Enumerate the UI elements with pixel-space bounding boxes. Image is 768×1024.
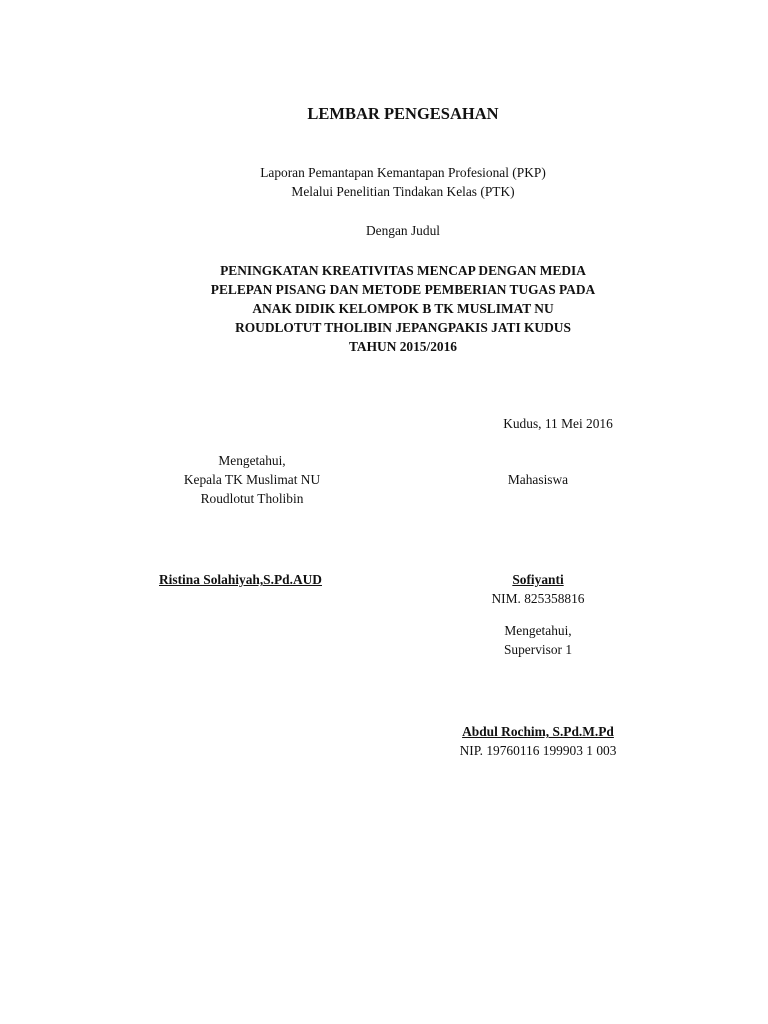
student-label: Mahasiswa xyxy=(507,472,569,487)
page-title: LEMBAR PENGESAHAN xyxy=(307,104,499,123)
report-title-line: TAHUN 2015/2016 xyxy=(349,339,457,354)
report-title-line: ANAK DIDIK KELOMPOK B TK MUSLIMAT NU xyxy=(252,301,554,316)
judul-label: Dengan Judul xyxy=(365,223,440,238)
student-name: Sofiyanti xyxy=(512,572,564,587)
approval-line: Roudlotut Tholibin xyxy=(200,491,304,506)
report-title-line: PENINGKATAN KREATIVITAS MENCAP DENGAN MEDIA xyxy=(220,263,586,278)
approval-line: Supervisor 1 xyxy=(503,642,573,657)
report-title-line: PELEPAN PISANG DAN METODE PEMBERIAN TUGAS PADA xyxy=(210,282,596,297)
principal-name: Ristina Solahiyah,S.Pd.AUD xyxy=(159,572,322,587)
report-line-2: Melalui Penelitian Tindakan Kelas (PTK) xyxy=(291,184,515,199)
report-description xyxy=(0,163,768,201)
supervisor-signature-block xyxy=(428,722,648,760)
student-signature-block xyxy=(438,570,638,608)
place-date: Kudus, 11 Mei 2016 xyxy=(503,416,613,431)
approval-line: Kepala TK Muslimat NU xyxy=(183,472,321,487)
approval-line: Mengetahui, xyxy=(218,453,286,468)
principal-approval xyxy=(152,451,352,508)
report-line-1: Laporan Pemantapan Kemantapan Profesional (PKP) xyxy=(260,165,546,180)
approval-line: Mengetahui, xyxy=(504,623,572,638)
supervisor-name: Abdul Rochim, S.Pd.M.Pd xyxy=(462,724,614,739)
report-title-line: ROUDLOTUT THOLIBIN JEPANGPAKIS JATI KUDUS xyxy=(235,320,571,335)
report-title-block xyxy=(0,261,768,356)
supervisor-nip: NIP. 19760116 199903 1 003 xyxy=(459,743,617,758)
student-nim: NIM. 825358816 xyxy=(491,591,585,606)
supervisor-approval xyxy=(438,621,638,659)
